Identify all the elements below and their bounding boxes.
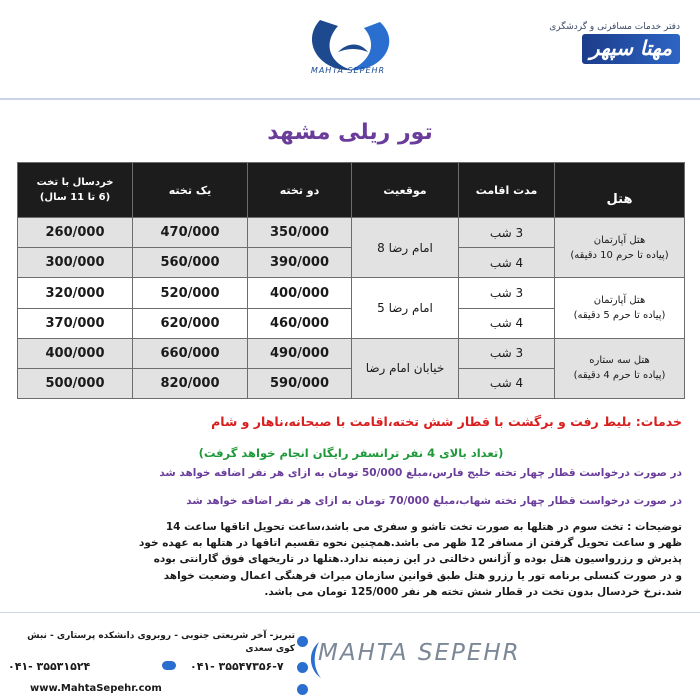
web-icon (297, 684, 308, 695)
header-hotel: هتل (555, 163, 685, 218)
stay-cell: 4 شب (459, 308, 555, 338)
stay-cell: 3 شب (459, 218, 555, 248)
services-label: خدمات: (635, 414, 682, 429)
child-price: 400/000 (18, 338, 133, 368)
hotel-cell (555, 218, 685, 278)
single-price: 520/000 (133, 278, 248, 308)
single-price: 620/000 (133, 308, 248, 338)
hotel-distance: (پیاده تا حرم 10 دقیقه) (570, 249, 669, 261)
table-row (18, 338, 685, 368)
single-price: 560/000 (133, 248, 248, 278)
footer-brand: MAHTA SEPEHR (318, 640, 521, 666)
hotel-name: هتل آپارتمان (593, 234, 646, 246)
transfer-note: (تعداد بالای 4 نفر ترانسفر رایگان انجام خواهد گرفت) (198, 446, 504, 460)
double-price: 590/000 (248, 368, 352, 398)
child-price: 260/000 (18, 218, 133, 248)
single-price: 470/000 (133, 218, 248, 248)
footer-phone-1: ۰۴۱- ۳۵۵۴۷۳۵۶-۷ (190, 660, 284, 673)
hotel-cell (555, 278, 685, 338)
notes-block (20, 519, 682, 600)
hotel-cell (555, 338, 685, 398)
notes-line: توضیحات : تخت سوم در هتلها به صورت تخت تاشو و سفری می باشد،ساعت تحویل اتاقها ساعت 14 (165, 521, 682, 533)
header-divider (0, 98, 700, 100)
page-header (0, 0, 700, 92)
child-price: 300/000 (18, 248, 133, 278)
table-header-row (18, 163, 685, 218)
upgrade-note-persian-gulf: در صورت درخواست قطار چهار تخته خلیج فارس،مبلغ 50/000 تومان به ازای هر نفر اضافه خواهد شد (159, 467, 682, 479)
header-child (18, 163, 133, 218)
logo-brand-text: MAHTA SEPEHR (310, 66, 386, 75)
location-cell: امام رضا 5 (352, 278, 459, 338)
notes-line: پذیرش و رزرواسیون هتل بوده و آژانس دخالتی در این زمینه ندارد.هتلها در تاریخهای فوق گارانتی بوده (153, 553, 682, 566)
notes-line: و در صورت کنسلی برنامه تور یا رزرو هتل طبق قوانین سازمان میراث فرهنگی اعمال وضعیت خواهد (163, 569, 682, 582)
double-price: 390/000 (248, 248, 352, 278)
footer-phone-2: ۰۴۱- ۳۵۵۳۱۵۲۴ (8, 660, 91, 673)
stay-cell: 4 شب (459, 248, 555, 278)
hotel-distance: (پیاده تا حرم 4 دقیقه) (573, 370, 666, 382)
footer-divider (0, 612, 700, 613)
location-cell: خیابان امام رضا (352, 338, 459, 398)
notes-line: ظهر و ساعت تحویل گرفتن از مسافر 12 ظهر می باشد.همچنین نحوه تقسیم اتاقها در هتلها به عهده خود (139, 537, 682, 550)
location-cell: امام رضا 8 (352, 218, 459, 278)
double-price: 460/000 (248, 308, 352, 338)
double-price: 350/000 (248, 218, 352, 248)
header-double: دو تخته (248, 163, 352, 218)
footer-address: تبریز- آخر شریعتی جنوبی - روبروی دانشکده پرستاری - نبش کوی سعدی (27, 631, 295, 654)
header-single: یک تخته (133, 163, 248, 218)
fax-icon (162, 661, 176, 670)
hotel-name: هتل سه ستاره (589, 355, 650, 367)
location-icon (297, 636, 308, 647)
table-row (18, 218, 685, 248)
single-price: 660/000 (133, 338, 248, 368)
notes-line: شد.نرخ خردسال بدون تخت در قطار شش تخته هر نفر 125/000 تومان می باشد. (264, 585, 682, 598)
upgrade-note-shahab: در صورت درخواست قطار چهار تخته شهاب،مبلغ 70/000 تومان به ازای هر نفر اضافه خواهد شد (186, 495, 682, 507)
page-title: تور ریلی مشهد (267, 120, 433, 145)
footer-website[interactable]: www.MahtaSepehr.com (30, 683, 162, 694)
double-price: 490/000 (248, 338, 352, 368)
child-price: 370/000 (18, 308, 133, 338)
services-text: بلیط رفت و برگشت با قطار شش تخته،اقامت با صبحانه،ناهار و شام (211, 414, 632, 429)
phone-icon (297, 662, 308, 673)
single-price: 820/000 (133, 368, 248, 398)
header-child-line1: خردسال با تخت (36, 177, 114, 189)
stay-cell: 4 شب (459, 368, 555, 398)
stay-cell: 3 شب (459, 278, 555, 308)
agency-tagline: دفتر خدمات مسافرتی و گردشگری (549, 22, 680, 32)
agency-title-block (470, 22, 680, 70)
double-price: 400/000 (248, 278, 352, 308)
services-line (20, 414, 682, 429)
tour-price-table (17, 162, 685, 399)
hotel-distance: (پیاده تا حرم 5 دقیقه) (573, 310, 666, 322)
header-child-line2: (6 تا 11 سال) (39, 192, 111, 204)
header-location: موقعیت (352, 163, 459, 218)
agency-name: مهتا سپهر (582, 34, 680, 64)
hotel-name: هتل آپارتمان (593, 295, 646, 307)
child-price: 320/000 (18, 278, 133, 308)
child-price: 500/000 (18, 368, 133, 398)
table-row (18, 278, 685, 308)
header-stay: مدت اقامت (459, 163, 555, 218)
stay-cell: 3 شب (459, 338, 555, 368)
